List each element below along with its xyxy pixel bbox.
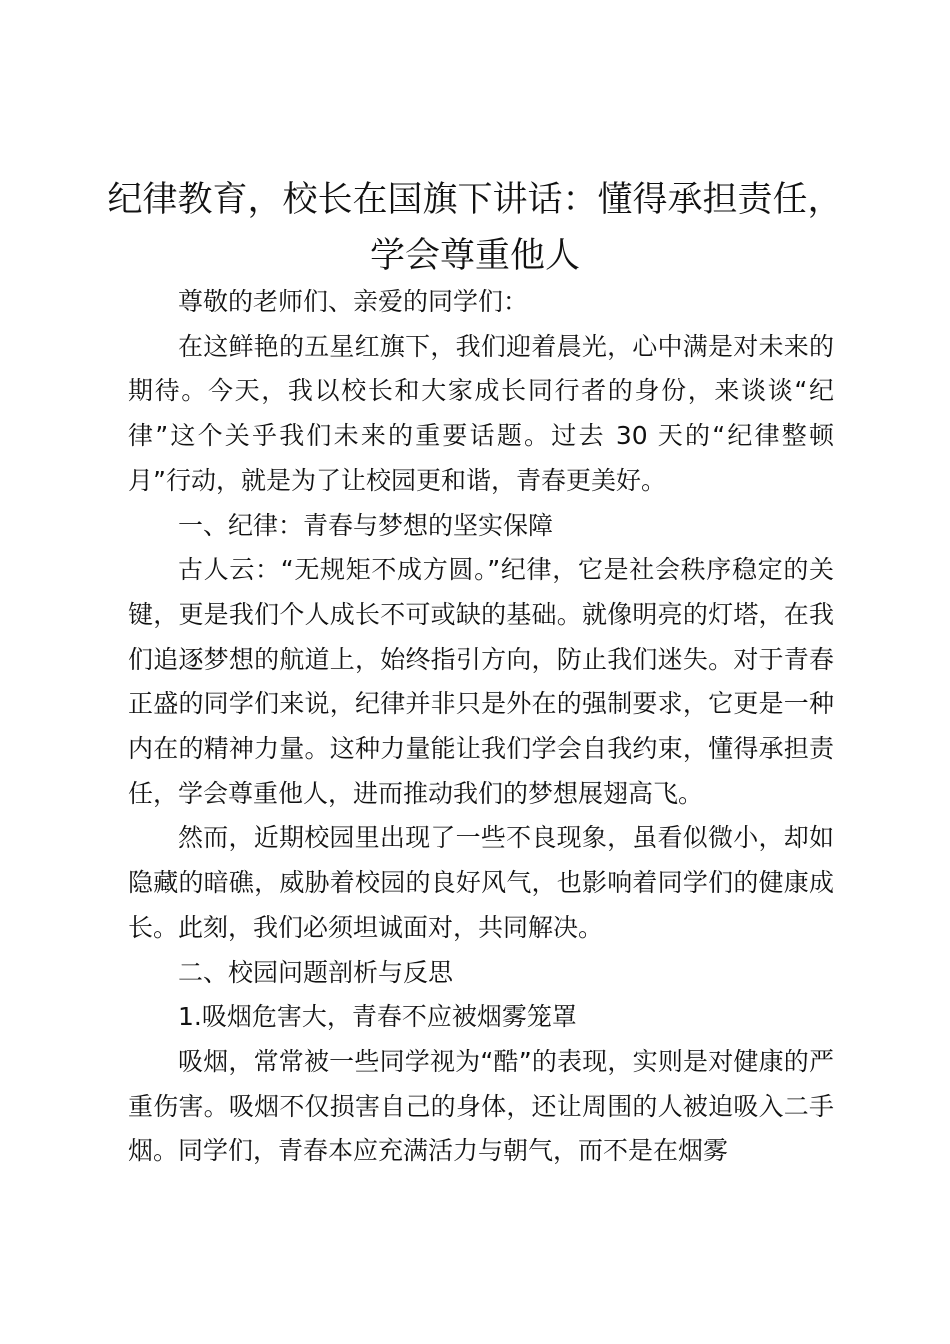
- document-body: [128, 280, 834, 1174]
- title-line-1: 纪律教育，校长在国旗下讲话：懂得承担责任，: [107, 180, 843, 220]
- salutation: 尊敬的老师们、亲爱的同学们：: [178, 287, 529, 316]
- section-heading-2: 二、校园问题剖析与反思: [178, 957, 454, 987]
- title-line-2: 学会尊重他人: [369, 236, 580, 276]
- subsection-heading-1: 1.吸烟危害大，青春不应被烟雾笼罩: [178, 1002, 577, 1032]
- paragraph-discipline: 古人云：“无规矩不成方圆。”纪律，它是社会秩序稳定的关键，更是我们个人成长不可或缺的基础。就像明亮的灯塔，在我们追逐梦想的航道上，始终指引方向，防止我们迷失。对于青春正盛的同学们来说，纪律并非只是外在的强制要求，它更是一种内在的精神力量。这种力量能让我们学会自我约束，懂得承担责任，学会尊重他人，进而推动我们的梦想展翅高飞。: [128, 555, 834, 808]
- paragraph-intro: 在这鲜艳的五星红旗下，我们迎着晨光，心中满是对未来的期待。今天，我以校长和大家成长同行者的身份，来谈谈“纪律”这个关乎我们未来的重要话题。过去 30 天的“纪律整顿月”行动，就是为了让校园更和谐，青春更美好。: [128, 331, 834, 495]
- document-title: [100, 172, 850, 284]
- paragraph-problems: 然而，近期校园里出现了一些不良现象，虽看似微小，却如隐藏的暗礁，威胁着校园的良好风气，也影响着同学们的健康成长。此刻，我们必须坦诚面对，共同解决。: [128, 823, 834, 942]
- paragraph-smoking: 吸烟，常常被一些同学视为“酷”的表现，实则是对健康的严重伤害。吸烟不仅损害自己的身体，还让周围的人被迫吸入二手烟。同学们，青春本应充满活力与朝气，而不是在烟雾: [128, 1046, 834, 1166]
- section-heading-1: 一、纪律：青春与梦想的坚实保障: [178, 510, 554, 540]
